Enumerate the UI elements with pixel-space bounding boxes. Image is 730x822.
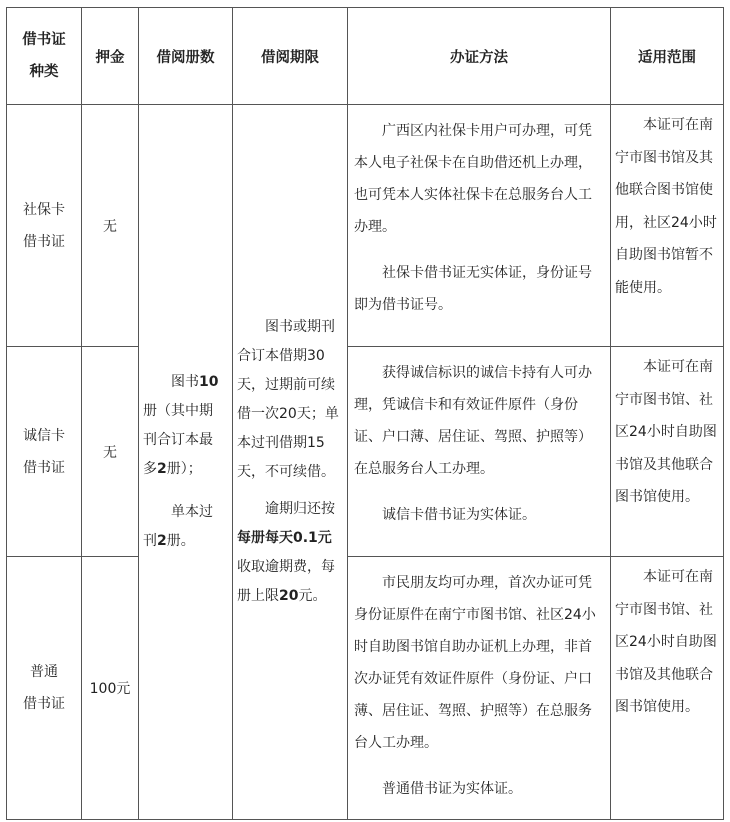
scope-text: 本证可在南宁市图书馆、社区24小时自助图书馆及其他联合图书馆使用。	[615, 359, 717, 505]
method-note: 普通借书证为实体证。	[382, 781, 522, 797]
scope-cell	[611, 557, 724, 820]
card-type-cell	[7, 557, 82, 820]
header-card-type	[7, 8, 82, 105]
header-loan-period: 借阅期限	[233, 8, 348, 105]
header-scope: 适用范围	[611, 8, 724, 105]
card-type-line2: 借书证	[23, 459, 65, 476]
method-cell	[348, 105, 611, 347]
overdue-text: 逾期归还按	[265, 501, 335, 517]
library-card-table	[6, 7, 724, 820]
loan-count-text: 册。	[166, 533, 195, 549]
loan-count-text: 图书	[171, 374, 199, 390]
table-row	[7, 557, 724, 820]
card-type-line1: 普通	[30, 664, 58, 680]
loan-count-periodical-number: 2	[157, 533, 167, 549]
scope-text: 本证可在南宁市图书馆、社区24小时自助图书馆及其他联合图书馆使用。	[615, 569, 717, 715]
scope-cell	[611, 105, 724, 347]
method-paragraph: 市民朋友均可办理，首次办证可凭身份证原件在南宁市图书馆、社区24小时自助图书馆自助办证机上办理，非首次办证凭有效证件原件（身份证、户口薄、居住证、驾照、护照等）在总服务台人工办理。	[354, 575, 596, 751]
header-deposit: 押金	[82, 8, 139, 105]
loan-period-cell	[233, 105, 348, 820]
card-type-line1: 社保卡	[23, 201, 65, 218]
overdue-text: 元。	[298, 588, 327, 604]
card-type-line2: 借书证	[23, 696, 65, 712]
deposit-cell: 100元	[82, 557, 139, 820]
table-row	[7, 347, 724, 557]
deposit-cell: 无	[82, 105, 139, 347]
card-type-cell	[7, 105, 82, 347]
header-loan-count: 借阅册数	[139, 8, 233, 105]
method-paragraph: 获得诚信标识的诚信卡持有人可办理，凭诚信卡和有效证件原件（身份证、户口薄、居住证、驾照、护照等）在总服务台人工办理。	[354, 365, 592, 477]
overdue-fee-rate: 每册每天0.1元	[237, 530, 332, 546]
loan-period-rule: 图书或期刊合订本借期30天，过期前可续借一次20天；单本过刊借期15天，不可续借。	[237, 319, 339, 480]
header-row	[7, 8, 724, 105]
scope-cell	[611, 347, 724, 557]
method-note: 社保卡借书证无实体证，身份证号即为借书证号。	[354, 265, 592, 313]
card-type-line1: 诚信卡	[23, 427, 65, 444]
loan-count-books	[143, 368, 226, 484]
loan-count-text: 册）；	[166, 461, 202, 477]
loan-count-cell	[139, 105, 233, 820]
scope-text: 本证可在南宁市图书馆及其他联合图书馆使用，社区24小时自助图书馆暂不能使用。	[615, 117, 717, 296]
overdue-fee-cap: 20	[279, 588, 299, 604]
loan-count-book-number: 10	[199, 374, 219, 390]
loan-count-text: 单本过刊	[143, 504, 213, 549]
method-note: 诚信卡借书证为实体证。	[382, 507, 536, 523]
method-paragraph: 广西区内社保卡用户可办理，可凭本人电子社保卡在自助借还机上办理，也可凭本人实体社保卡在总服务台人工办理。	[354, 123, 592, 235]
overdue-fee-rule	[237, 495, 345, 611]
overdue-text: 收取逾期费，每册上限	[237, 559, 335, 604]
header-card-type-line1: 借书证	[22, 32, 66, 48]
loan-count-text: 册（其中期刊合订本最多	[143, 403, 213, 477]
card-type-cell	[7, 347, 82, 557]
header-method: 办证方法	[348, 8, 611, 105]
deposit-cell: 无	[82, 347, 139, 557]
header-card-type-line2: 种类	[29, 64, 59, 80]
loan-count-periodicals	[143, 498, 226, 556]
method-cell	[348, 347, 611, 557]
card-type-line2: 借书证	[23, 233, 65, 250]
method-cell	[348, 557, 611, 820]
table-row	[7, 105, 724, 347]
loan-count-bound-number: 2	[157, 461, 167, 477]
